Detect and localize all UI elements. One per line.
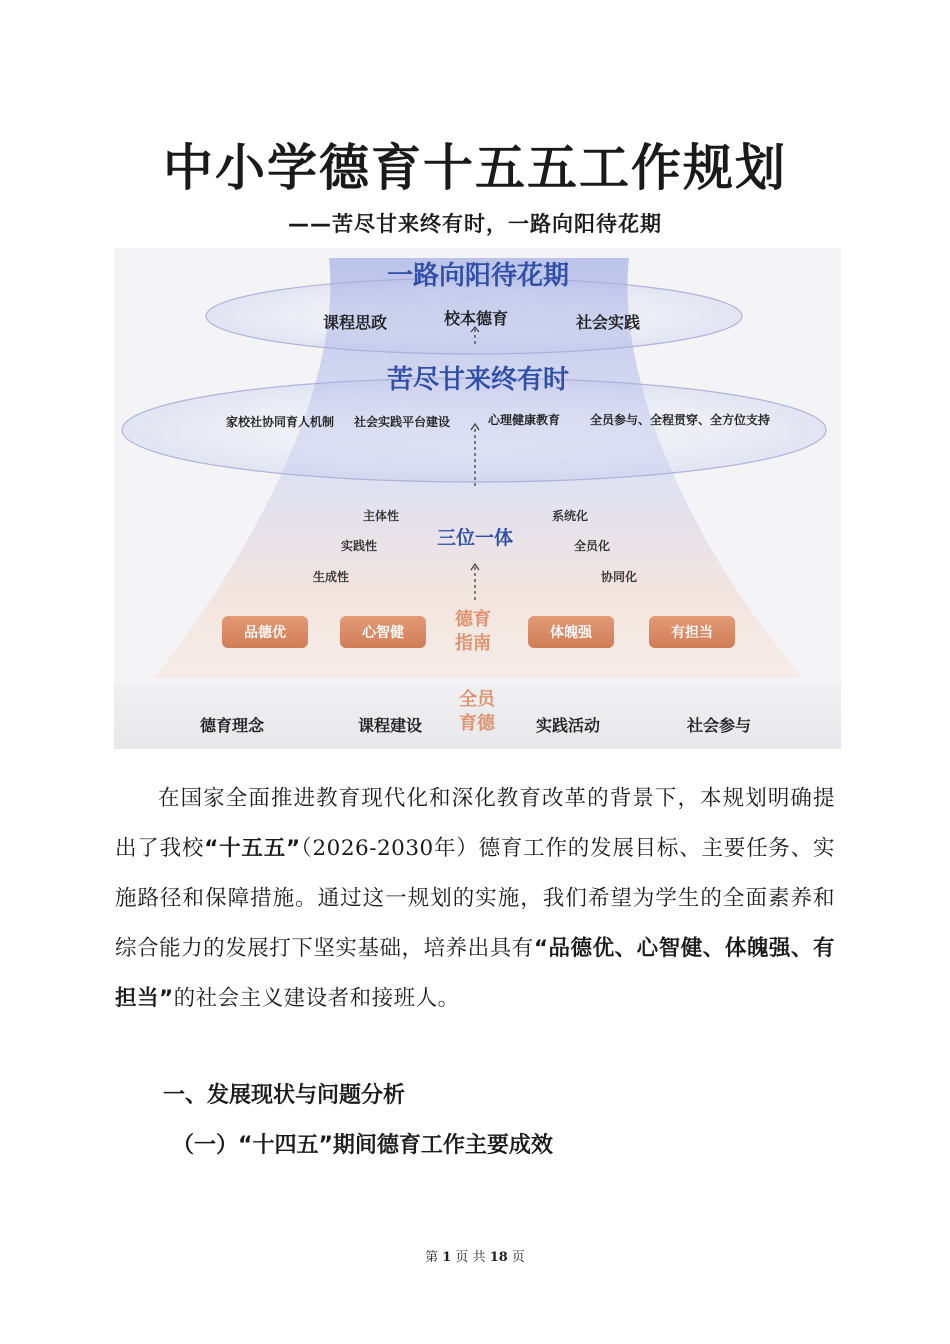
intro-emphasis: “品德优、心智健、体魄强、有担当” <box>115 936 835 1011</box>
footer-prefix: 第 <box>425 1250 439 1265</box>
document-title: 中小学德育十五五工作规划 <box>163 138 787 197</box>
base-item: 德育理念 <box>199 716 265 735</box>
right-trait: 全员化 <box>573 539 611 553</box>
center-label: 三位一体 <box>436 527 514 549</box>
intro-text: 在国家全面推进教育现代化和深化教育改革的背景下，本规划明确提出了我校 <box>115 786 835 861</box>
quality-label: 心智健 <box>362 625 404 641</box>
document-subtitle: ——苦尽甘来终有时，一路向阳待花期 <box>288 212 662 236</box>
right-trait: 协同化 <box>600 570 638 584</box>
footer-middle: 页 共 <box>455 1250 486 1265</box>
right-trait: 系统化 <box>551 509 589 523</box>
footer-suffix: 页 <box>511 1250 525 1265</box>
top-item: 社会实践 <box>575 313 641 332</box>
top-heading: 一路向阳待花期 <box>386 261 570 291</box>
strategy-figure <box>114 248 841 749</box>
intro-paragraph <box>115 774 835 1024</box>
page-footer <box>0 1246 950 1265</box>
section-heading: 一、发展现状与问题分析 <box>163 1083 406 1108</box>
middle-item: 社会实践平台建设 <box>353 415 451 429</box>
intro-text: 的社会主义建设者和接班人。 <box>173 986 460 1011</box>
base-item: 实践活动 <box>535 716 601 735</box>
base-item: 社会参与 <box>686 716 752 735</box>
quality-label: 品德优 <box>244 625 286 641</box>
base-label-line1: 全员 <box>459 689 495 710</box>
top-item: 课程思政 <box>322 313 388 332</box>
guide-label-line2: 指南 <box>455 633 491 654</box>
left-trait: 实践性 <box>340 539 378 553</box>
page-total: 18 <box>489 1250 508 1265</box>
page-number: 1 <box>442 1250 452 1265</box>
guide-label-line1: 德育 <box>455 609 491 630</box>
base-item: 课程建设 <box>357 716 423 735</box>
intro-emphasis: “十五五” <box>204 836 301 861</box>
middle-heading: 苦尽甘来终有时 <box>386 365 570 395</box>
base-label-line2: 育德 <box>459 713 495 734</box>
subsection-heading: （一）“十四五”期间德育工作主要成效 <box>172 1133 553 1158</box>
intro-text: （2026-2030年）德育工作的发展目标、主要任务、实施路径和保障措施。通过这一规划的实施，我们希望为学生的全面素养和综合能力的发展打下坚实基础，培养出具有 <box>115 836 835 961</box>
left-trait: 生成性 <box>312 570 350 584</box>
quality-label: 体魄强 <box>550 625 592 641</box>
quality-label: 有担当 <box>671 625 713 641</box>
top-item: 校本德育 <box>443 309 509 328</box>
left-trait: 主体性 <box>362 509 400 523</box>
middle-item: 家校社协同育人机制 <box>225 415 335 429</box>
middle-item: 心理健康教育 <box>487 413 561 427</box>
figure-svg <box>114 248 841 749</box>
middle-item: 全员参与、全程贯穿、全方位支持 <box>589 413 771 427</box>
